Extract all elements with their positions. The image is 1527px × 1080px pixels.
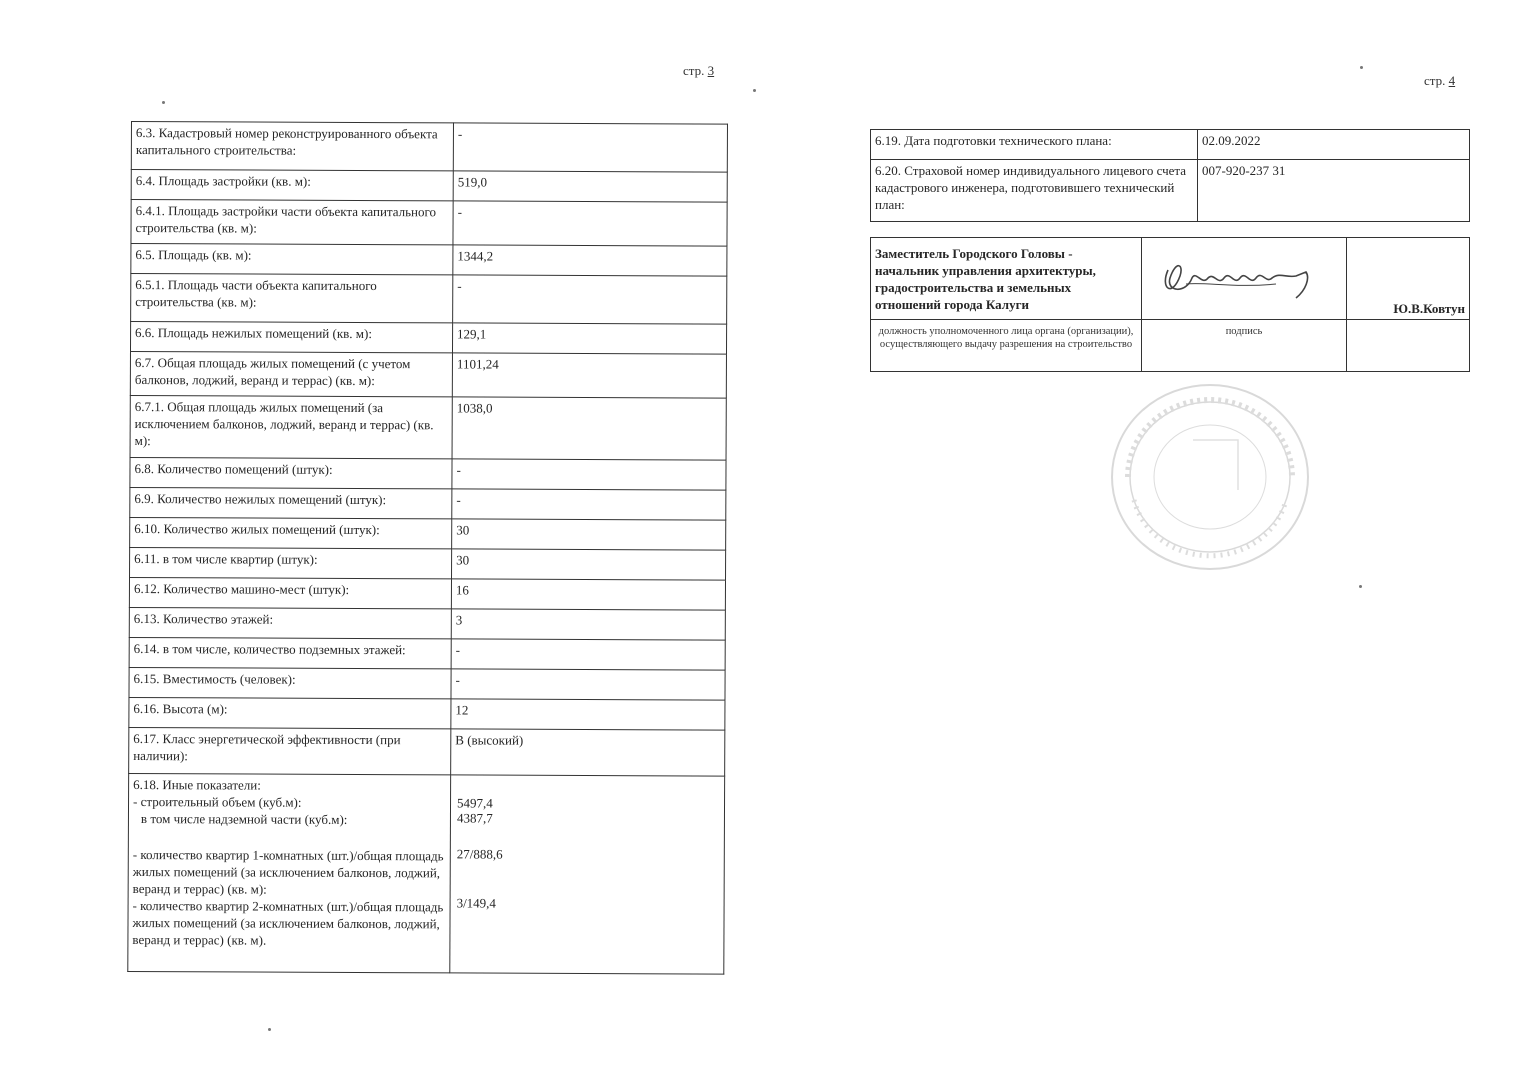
official-name: Ю.В.Ковтун — [1347, 238, 1470, 320]
above-ground-label: в том числе надземной части (куб.м): — [140, 811, 348, 827]
table-row — [130, 517, 726, 550]
page-number-4 — [1424, 73, 1455, 89]
signature-row — [871, 238, 1470, 320]
other-indicators-value-cell — [450, 775, 725, 974]
row-value: B (высокий) — [451, 729, 725, 776]
table-row — [130, 395, 726, 460]
one-room-value: 27/888,6 — [456, 846, 503, 862]
row-label: 6.14. в том числе, количество подземных этажей: — [129, 637, 451, 668]
row-label: 6.6. Площадь нежилых помещений (кв. м): — [130, 322, 452, 353]
row-value: 1101,24 — [452, 353, 726, 398]
page-number-3 — [683, 63, 714, 79]
volume-value: 5497,4 — [456, 795, 493, 811]
row-value: 16 — [451, 579, 725, 610]
row-value: 30 — [452, 549, 726, 580]
row-label: 6.19. Дата подготовки технического плана: — [871, 130, 1198, 160]
scan-speck — [162, 101, 165, 104]
official-seal — [1108, 380, 1313, 575]
row-value: - — [453, 123, 727, 172]
row-label: 6.12. Количество машино-мест (штук): — [129, 577, 451, 608]
row-label: 6.3. Кадастровый номер реконструированного объекта капитального строительства: — [131, 122, 453, 171]
row-label: 6.7.1. Общая площадь жилых помещений (за исключением балконов, лоджий, веранд и террас) (кв. м): — [130, 395, 452, 458]
row-value: 02.09.2022 — [1198, 130, 1470, 160]
name-caption-empty — [1347, 320, 1470, 372]
row-label: 6.9. Количество нежилых помещений (штук): — [130, 487, 452, 518]
two-room-value: 3/149,4 — [456, 895, 496, 911]
above-ground-value: 4387,7 — [456, 810, 493, 826]
page-number-value: 3 — [707, 63, 715, 78]
page4-table — [870, 129, 1470, 222]
row-label: 6.4. Площадь застройки (кв. м): — [131, 170, 453, 201]
table-row — [130, 352, 726, 399]
row-value: - — [453, 201, 727, 246]
position-title: Заместитель Городского Головы - начальник управления архитектуры, градостроительства и земельных отношений города Калуги — [871, 238, 1142, 320]
row-label: 6.16. Высота (м): — [129, 697, 451, 728]
row-label: 6.11. в том числе квартир (штук): — [130, 547, 452, 578]
table-row — [129, 577, 725, 610]
scan-speck — [268, 1028, 271, 1031]
scan-speck — [1360, 66, 1363, 69]
volume-label: - строительный объем (куб.м): — [132, 794, 302, 810]
row-value: - — [452, 489, 726, 520]
table-row — [129, 607, 725, 640]
row-label: 6.4.1. Площадь застройки части объекта капитального строительства (кв. м): — [131, 200, 453, 245]
row-value: 3 — [451, 609, 725, 640]
page-label: стр. — [683, 63, 708, 78]
scan-speck — [753, 89, 756, 92]
table-row — [130, 547, 726, 580]
row-value: - — [453, 275, 727, 324]
table-row — [130, 322, 726, 355]
two-room-label: - количество квартир 2-комнатных (шт.)/общая площадь жилых помещений (за исключением балконов, лоджий, веранд и террас) (кв. м). — [132, 898, 444, 948]
table-row — [128, 773, 725, 974]
row-value: - — [451, 669, 725, 700]
row-label: 6.8. Количество помещений (штук): — [130, 457, 452, 488]
table-row — [129, 697, 725, 730]
row-value: - — [452, 459, 726, 490]
table-row — [130, 487, 726, 520]
row-value: 519,0 — [453, 171, 727, 202]
row-label: 6.15. Вместимость (человек): — [129, 667, 451, 698]
page3-table — [127, 121, 728, 975]
table-row — [131, 274, 727, 325]
row-value: 1038,0 — [452, 397, 726, 460]
position-caption: должность уполномоченного лица органа (организации), осуществляющего выдачу разрешения на строительство — [871, 320, 1142, 372]
one-room-label: - количество квартир 1-комнатных (шт.)/общая площадь жилых помещений (за исключением балконов, лоджий, веранд и террас) (кв. м): — [132, 847, 444, 897]
row-value: 129,1 — [452, 323, 726, 354]
row-value: 12 — [451, 699, 725, 730]
table-row — [129, 667, 725, 700]
row-label: 6.10. Количество жилых помещений (штук): — [130, 517, 452, 548]
table-row — [130, 457, 726, 490]
caption-row — [871, 320, 1470, 372]
row-label: 6.13. Количество этажей: — [129, 607, 451, 638]
page-number-value: 4 — [1448, 73, 1456, 88]
table-row — [871, 160, 1470, 222]
page-label: стр. — [1424, 73, 1449, 88]
table-row — [131, 122, 727, 173]
table-row — [131, 244, 727, 277]
signature-caption: подпись — [1142, 320, 1347, 372]
row-value: 1344,2 — [453, 245, 727, 276]
row-value: - — [451, 639, 725, 670]
table-row — [871, 130, 1470, 160]
row-label: 6.5. Площадь (кв. м): — [131, 244, 453, 275]
row-value: 007-920-237 31 — [1198, 160, 1470, 222]
other-indicators-label-cell — [128, 773, 451, 972]
signature-table — [870, 237, 1470, 372]
table-row — [131, 170, 727, 203]
scan-speck — [1359, 585, 1362, 588]
table-row — [129, 637, 725, 670]
row-label: 6.5.1. Площадь части объекта капитального строительства (кв. м): — [131, 274, 453, 323]
row-label: 6.20. Страховой номер индивидуального лицевого счета кадастрового инженера, подготовившего технический план: — [871, 160, 1198, 222]
table-row — [129, 727, 725, 776]
row-value: 30 — [452, 519, 726, 550]
handwritten-signature — [1146, 248, 1336, 308]
other-heading: 6.18. Иные показатели: — [133, 777, 261, 793]
row-label: 6.17. Класс энергетической эффективности (при наличии): — [129, 727, 451, 774]
table-row — [131, 200, 727, 247]
signature-cell — [1142, 238, 1347, 320]
row-label: 6.7. Общая площадь жилых помещений (с учетом балконов, лоджий, веранд и террас) (кв. м): — [130, 352, 452, 397]
